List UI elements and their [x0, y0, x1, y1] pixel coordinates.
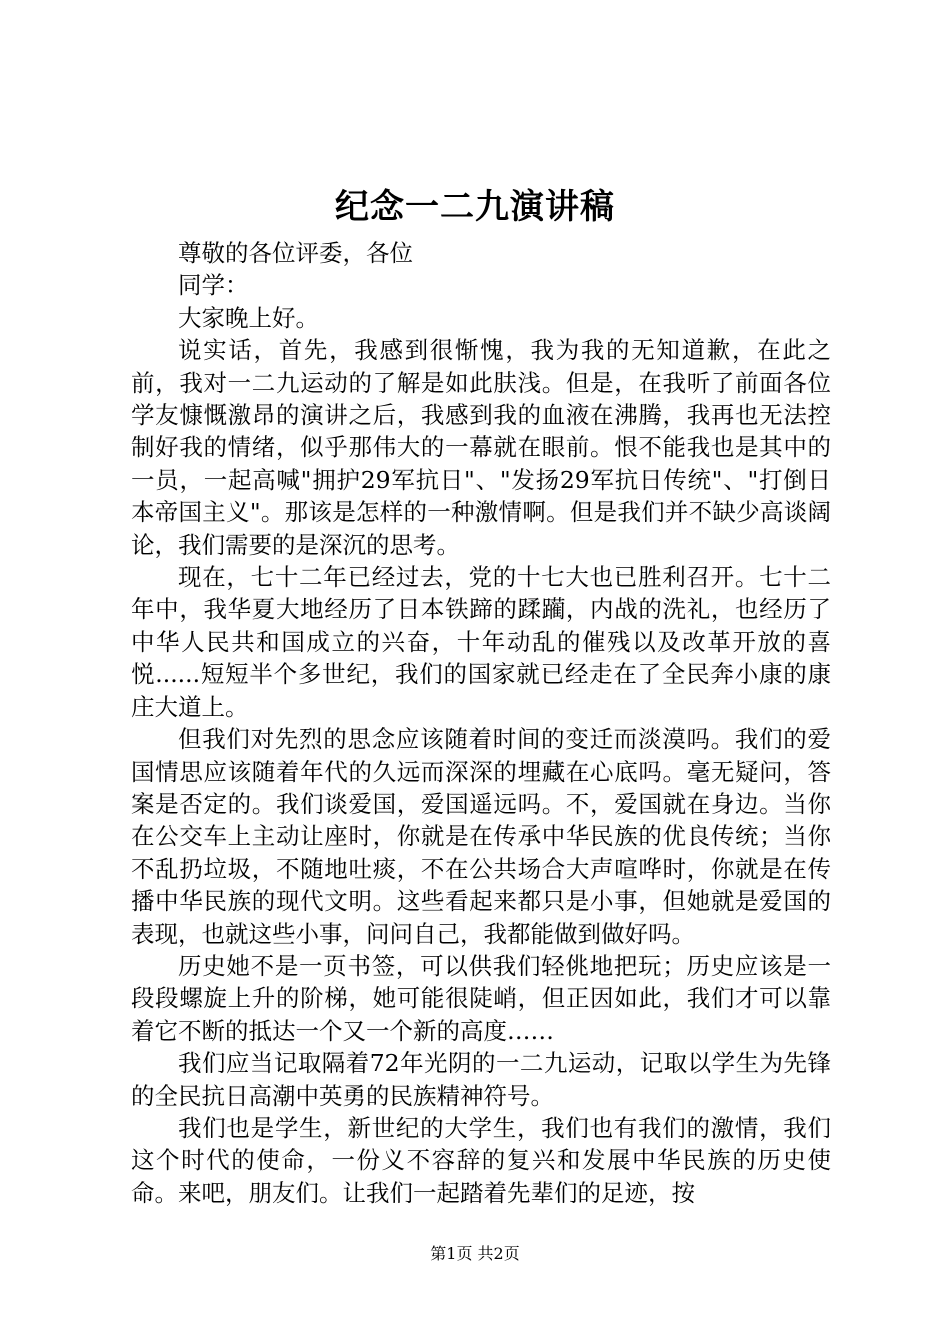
paragraph-salutation-1: 尊敬的各位评委，各位: [178, 239, 413, 267]
paragraph-5: 我们应当记取隔着72年光阴的一二九运动，记取以学生为先锋的全民抗日高潮中英勇的民族精神符号。: [131, 1049, 831, 1110]
paragraph-salutation-2: 同学：: [178, 271, 249, 300]
paragraph-3: 但我们对先烈的思念应该随着时间的变迁而淡漠吗。我们的爱国情思应该随着年代的久远而深深的埋藏在心底吗。毫无疑问，答案是否定的。我们谈爱国，爱国遥远吗。不，爱国就在身边。当你在公交车上主动让座时，你就是在传承中华民族的优良传统；当你不乱扔垃圾，不随地吐痰，不在公共场合大声喧哗时，你就是在传播中华民族的现代文明。这些看起来都只是小事，但她就是爱国的表现，也就这些小事，问问自己，我都能做到做好吗。: [131, 725, 831, 948]
paragraph-1: 说实话，首先，我感到很惭愧，我为我的无知道歉，在此之前，我对一二九运动的了解是如此肤浅。但是，在我听了前面各位学友慷慨激昂的演讲之后，我感到我的血液在沸腾，我再也无法控制好我的情绪，似乎那伟大的一幕就在眼前。恨不能我也是其中的一员，一起高喊"拥护29军抗日"、"发扬29军抗日传统"、"打倒日本帝国主义"。那该是怎样的一种激情啊。但是我们并不缺少高谈阔论，我们需要的是深沉的思考。: [131, 336, 831, 559]
page-number-footer: 第1页 共2页: [430, 1244, 520, 1263]
paragraph-4: 历史她不是一页书签，可以供我们轻佻地把玩；历史应该是一段段螺旋上升的阶梯，她可能很陡峭，但正因如此，我们才可以靠着它不断的抵达一个又一个新的高度……: [131, 951, 831, 1045]
paragraph-6: 我们也是学生，新世纪的大学生，我们也有我们的激情，我们这个时代的使命，一份义不容辞的复兴和发展中华民族的历史使命。来吧，朋友们。让我们一起踏着先辈们的足迹，按: [131, 1113, 831, 1207]
paragraph-2: 现在，七十二年已经过去，党的十七大也已胜利召开。七十二年中，我华夏大地经历了日本铁蹄的蹂躏，内战的洗礼，也经历了中华人民共和国成立的兴奋，十年动乱的催残以及改革开放的喜悦......短短半个多世纪，我们的国家就已经走在了全民奔小康的康庄大道上。: [131, 563, 831, 721]
document-title: 纪念一二九演讲稿: [335, 187, 615, 227]
document-body: [131, 237, 831, 1209]
paragraph-greeting: 大家晚上好。: [178, 303, 319, 332]
